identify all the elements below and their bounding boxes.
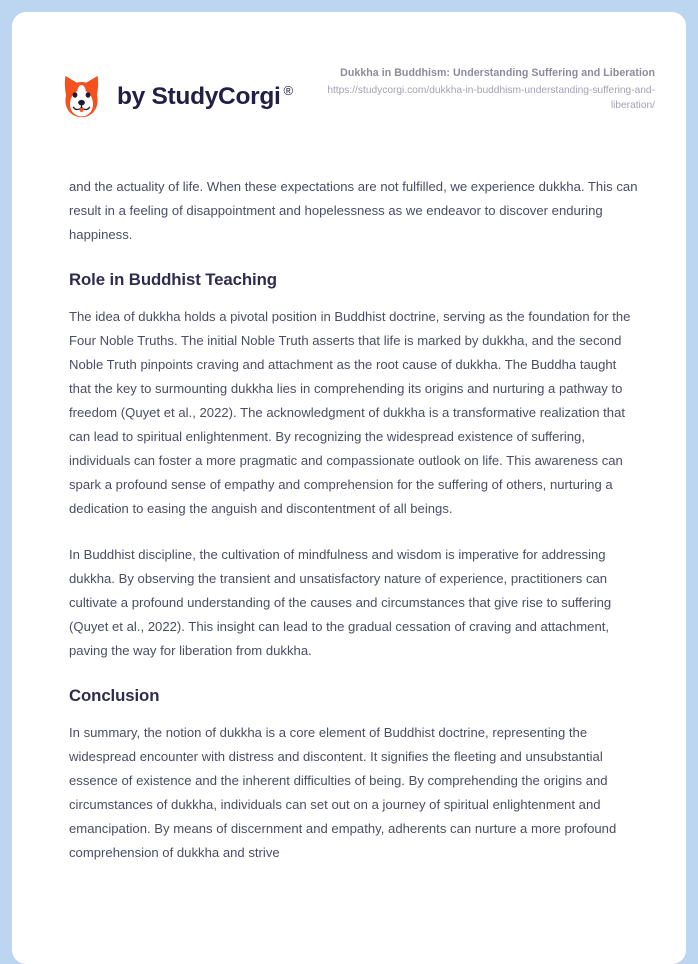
brand-logo-block[interactable] [57,60,293,121]
intro-paragraph: and the actuality of life. When these expectations are not fulfilled, we experience dukkha. This can result in a feeling of disappointment and hopelessness as we endeavor to discover enduring happiness. [69,179,638,242]
section-paragraph: The idea of dukkha holds a pivotal position in Buddhist doctrine, serving as the foundation for the Four Noble Truths. The initial Noble Truth asserts that life is marked by dukkha, and the second Noble Truth pinpoints craving and attachment as the root cause of dukkha. The Buddha taught that the key to surmounting dukkha lies in comprehending its origins and nurturing a pathway to freedom (Quyet et al., 2022). The acknowledgment of dukkha is a transformative realization that can lead to spiritual enlightenment. By recognizing the widespread existence of suffering, individuals can foster a more pragmatic and compassionate outlook on life. This awareness can spark a profound sense of empathy and comprehension for the suffering of others, nurturing a dedication to easing the anguish and discontentment of all beings. [69,308,631,516]
document-page-card [12,12,686,964]
section-paragraph: In summary, the notion of dukkha is a core element of Buddhist doctrine, representing the widespread encounter with distress and discontent. It signifies the fleeting and unsubstantial essence of existence and the inherent difficulties of being. By comprehending the origins and circumstances of dukkha, individuals can set out on a journey of spiritual enlightenment and emancipation. By means of discernment and empathy, adherents can nurture a more profound comprehension of dukkha and strive [69,724,617,860]
section-paragraph: In Buddhist discipline, the cultivation of mindfulness and wisdom is imperative for addressing dukkha. By observing the transient and unsatisfactory nature of experience, practitioners can cultivate a profound understanding of the causes and circumstances that give rise to suffering (Quyet et al., 2022). This insight can lead to the gradual cessation of craving and attachment, paving the way for liberation from dukkha. [69,546,612,658]
section-heading-conclusion: Conclusion [69,685,160,705]
brand-wordmark [117,84,293,110]
document-title: Dukkha in Buddhism: Understanding Suffering and Liberation [340,67,655,79]
section-heading-role-in-buddhist-teaching: Role in Buddhist Teaching [69,270,277,289]
registered-trademark-icon: ® [283,82,293,98]
corgi-face-logo-icon [57,72,106,121]
document-url[interactable]: https://studycorgi.com/dukkha-in-buddhism-understanding-suffering-and-liberation/ [327,85,655,112]
brand-name-text: by StudyCorgi [117,82,281,110]
document-meta [310,60,655,114]
page-header [12,12,686,121]
article-body [12,121,686,865]
